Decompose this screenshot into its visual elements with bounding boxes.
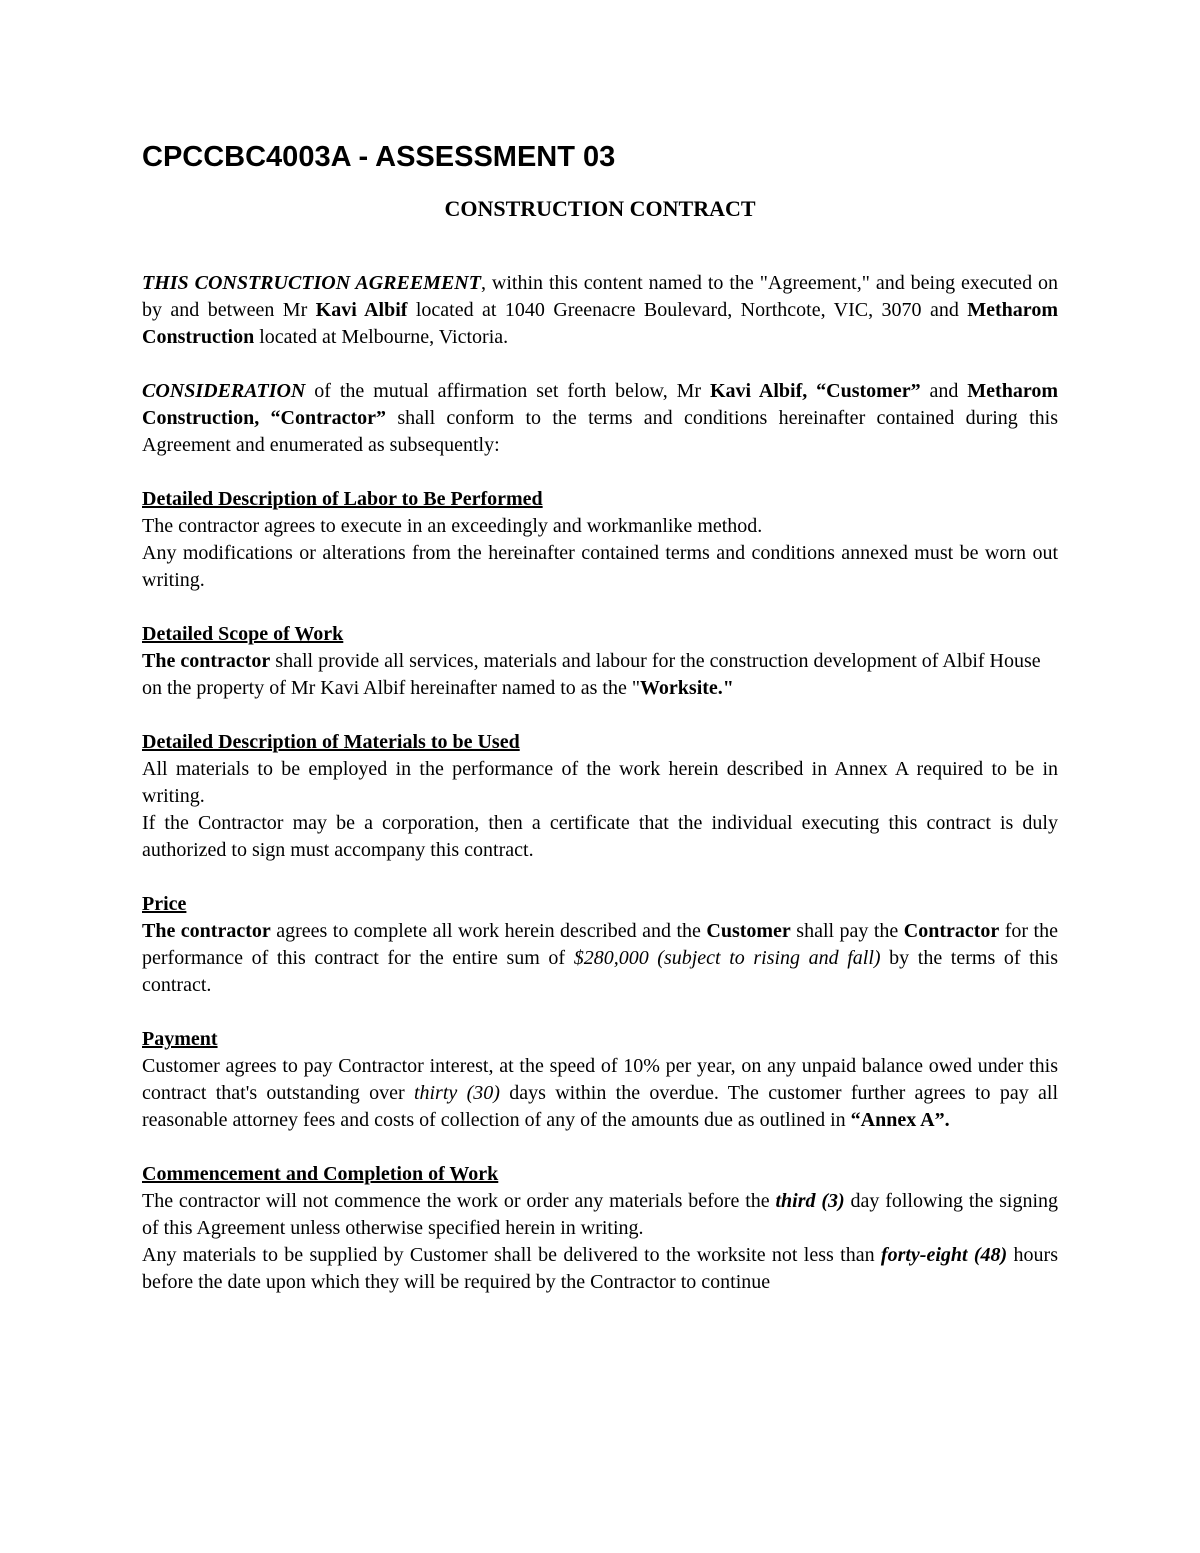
commencement-section: Commencement and Completion of Work The contractor will not commence the work or order any materials before the third (3) day following the signing of this Agreement unless otherwise specified herein in writing. Any materials to be supplied by Customer shall be delivered to the worksite not less than forty-eight (48) hours before the date upon which they will be required by the Contractor to continue (142, 1163, 1059, 1294)
intro-paragraph: THIS CONSTRUCTION AGREEMENT, within this content named to the "Agreement," and being executed on by and between Mr Kavi Albif located at 1040 Greenacre Boulevard, Northcote, VIC, 3070 and Metharom Construction located at Melbourne, Victoria. (142, 272, 1058, 349)
commencement-heading: Commencement and Completion of Work (142, 1163, 499, 1186)
price-section: Price The contractor agrees to complete all work herein described and the Customer shall pay the Contractor for the performance of this contract for the entire sum of $280,000 (subject to rising and fall) by the terms of this contract. (142, 893, 1058, 997)
document-title: CPCCBC4003A - ASSESSMENT 03 (142, 141, 616, 173)
document-subtitle: CONSTRUCTION CONTRACT (444, 195, 756, 221)
labor-heading: Detailed Description of Labor to Be Performed (142, 488, 543, 511)
scope-heading: Detailed Scope of Work (142, 623, 344, 646)
intro-lead: THIS CONSTRUCTION AGREEMENT (142, 272, 481, 295)
contract-sum: $280,000 (subject to rising and fall) (573, 947, 881, 970)
consideration-paragraph: CONSIDERATION of the mutual affirmation set forth below, Mr Kavi Albif, “Customer” and Metharom Construction, “Contractor” shall conform to the terms and conditions hereinafter contained during this Agreement and enumerated as subsequently: (142, 380, 1058, 457)
labor-section: Detailed Description of Labor to Be Performed The contractor agrees to execute in an exceedingly and workmanlike method. Any modifications or alterations from the hereinafter contained terms and conditions annexed must be worn out writing. (142, 488, 1058, 592)
contractor-name: Metharom Construction (142, 299, 1058, 349)
customer-name: Kavi Albif (315, 299, 408, 322)
scope-section: Detailed Scope of Work The contractor shall provide all services, materials and labour for the construction development of Albif House on the property of Mr Kavi Albif hereinafter named to as the "Worksite." (142, 621, 1058, 702)
materials-section: Detailed Description of Materials to be Used All materials to be employed in the performance of the work herein described in Annex A required to be in writing. If the Contractor may be a corporation, then a certificate that the individual executing this contract is duly authorized to sign must accompany this contract. (142, 731, 1058, 862)
document-body (142, 270, 1058, 1296)
materials-heading: Detailed Description of Materials to be Used (142, 731, 520, 754)
consideration-lead: CONSIDERATION (142, 380, 306, 403)
payment-heading: Payment (142, 1028, 218, 1051)
payment-section: Payment Customer agrees to pay Contractor interest, at the speed of 10% per year, on any unpaid balance owed under this contract that's outstanding over thirty (30) days within the overdue. The customer further agrees to pay all reasonable attorney fees and costs of collection of any of the amounts due as outlined in “Annex A”. (142, 1028, 1059, 1132)
price-heading: Price (142, 893, 187, 916)
